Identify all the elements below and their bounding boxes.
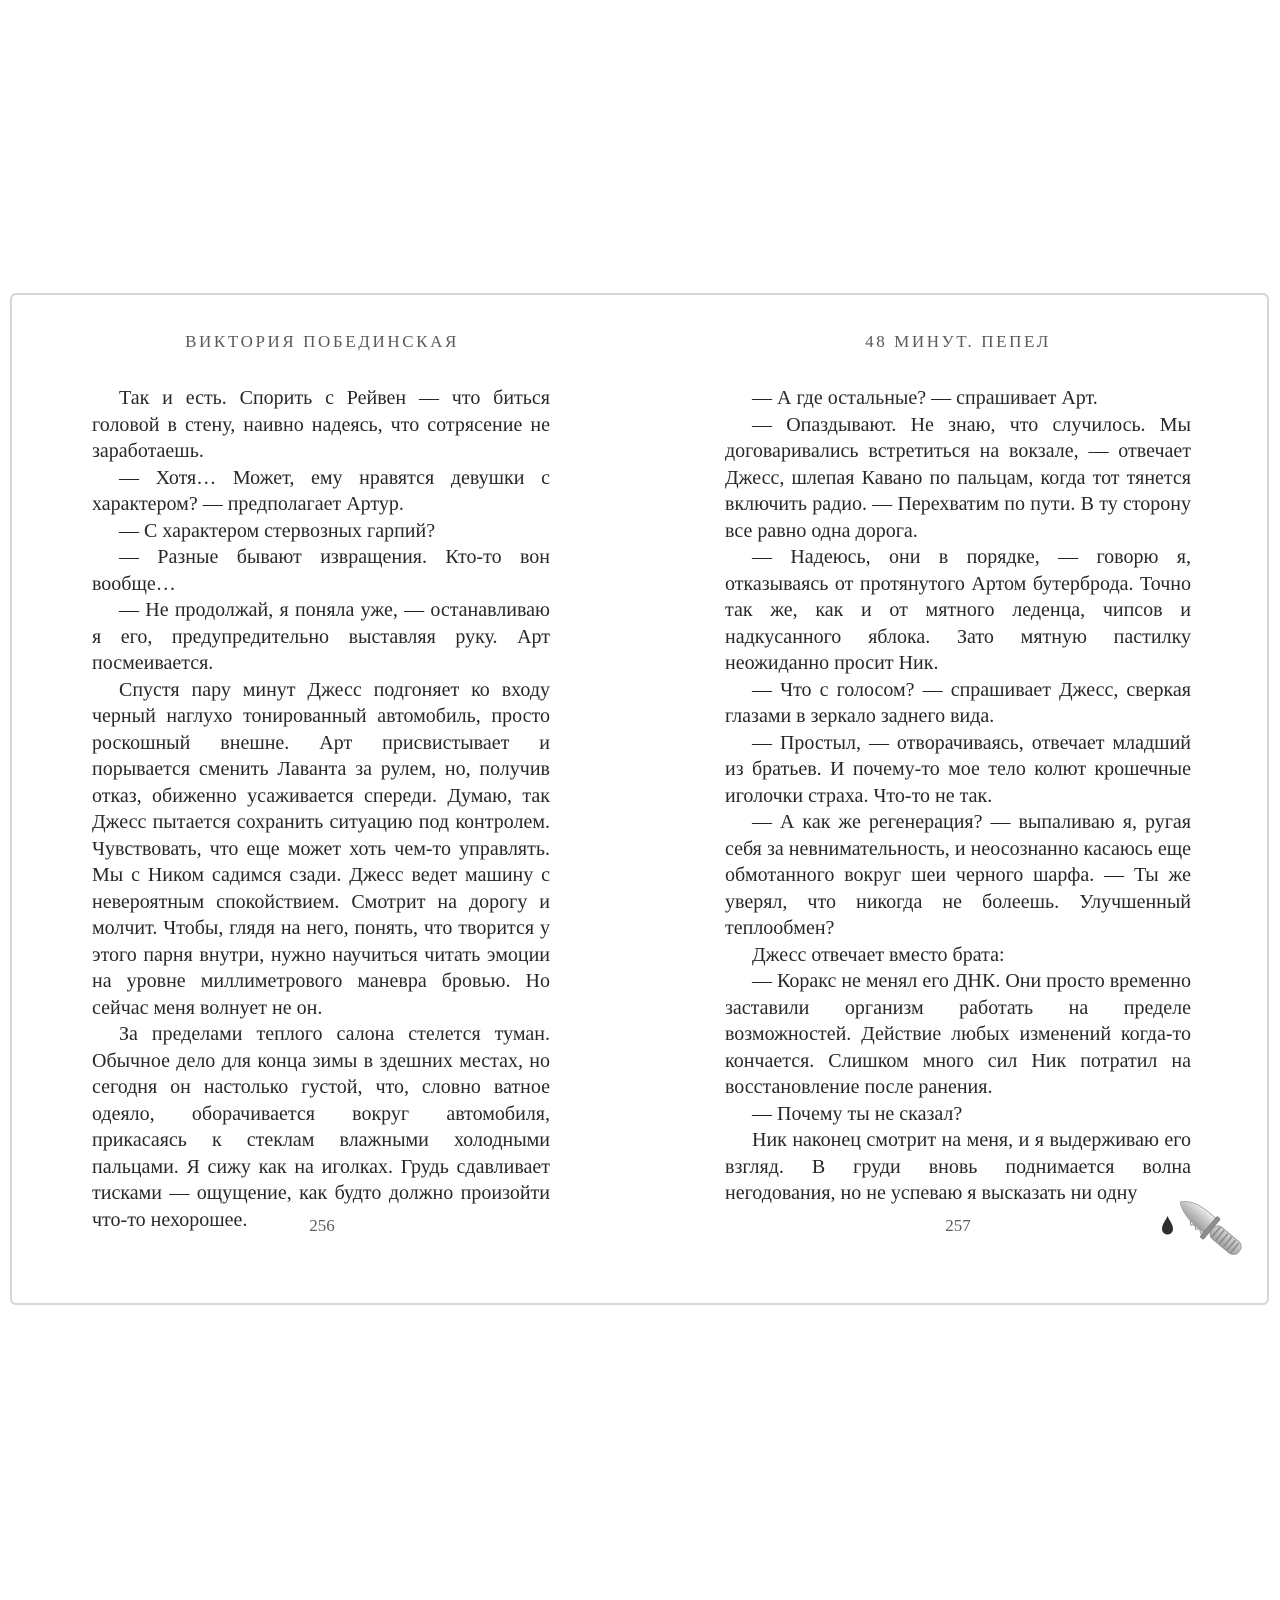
paragraph: — Коракс не менял его ДНК. Они просто временно заставили организм работать на пределе возможностей. Действие любых изменений когда-то кончается. Слишком много сил Ник потратил на восстановление после ранения. [725,970,1191,1098]
paragraph: — С характером стервозных гарпий? [119,519,436,542]
paragraph: — Разные бывают извращения. Кто-то вон вообще… [92,546,550,595]
paragraph: За пределами теплого салона стелется туман. Обычное дело для конца зимы в здешних местах, но сегодня он настолько густой, что, словно ватное одеяло, оборачивается вокруг автомобиля, прикасаясь к стеклам влажными холодными пальцами. Я сижу как на иголках. Грудь сдавливает тисками — ощущение, как будто должно произойти что-то нехорошее. [92,1023,550,1231]
paragraph: — Не продолжай, я поняла уже, — останавливаю я его, предупредительно выставляя руку. Арт посмеивается. [92,599,550,674]
paragraph: — Хотя… Может, ему нравятся девушки с характером? — предполагает Артур. [92,466,550,515]
paragraph: — Почему ты не сказал? [752,1102,963,1125]
paragraph: — Надеюсь, они в порядке, — говорю я, отказываясь от протянутого Артом бутерброда. Точно так же, как и от мятного леденца, чипсов и надкусанного яблока. Зато мятную пастилку неожиданно просит Ник. [725,546,1191,674]
page-number: 257 [945,1216,971,1235]
paragraph: — Опаздывают. Не знаю, что случилось. Мы договаривались встретиться на вокзале, — отвечает Джесс, шлепая Кавано по пальцам, когда тот тянется включить радио. — Перехватим по пути. В ту сторону все равно одна дорога. [725,413,1191,542]
page-number: 256 [309,1216,335,1235]
running-header-author: ВИКТОРИЯ ПОБЕДИНСКАЯ [185,332,459,351]
paragraph: Джесс отвечает вместо брата: [752,943,1005,966]
knife-icon [1150,1188,1262,1288]
paragraph: — Что с голосом? — спрашивает Джесс, сверкая глазами в зеркало заднего вида. [725,678,1191,727]
running-header-title: 48 МИНУТ. ПЕПЕЛ [865,332,1051,351]
left-page-text [92,385,550,1233]
paragraph: — А где остальные? — спрашивает Арт. [752,387,1098,409]
right-page-text [725,385,1191,1207]
paragraph: — Простыл, — отворачиваясь, отвечает младший из братьев. И почему-то мое тело колют крошечные иголочки страха. Что-то не так. [725,731,1191,807]
paragraph: Спустя пару минут Джесс подгоняет ко входу черный наглухо тонированный автомобиль, просто роскошный внешне. Арт присвистывает и порывается сменить Лаванта за рулем, но, получив отказ, обиженно усаживается спереди. Думаю, так Джесс пытается сохранить ситуацию под контролем. Чувствовать, что еще может хоть чем-то управлять. Мы с Ником садимся сзади. Джесс ведет машину с невероятным спокойствием. Смотрит на дорогу и молчит. Чтобы, глядя на него, понять, что творится у этого парня внутри, нужно научиться читать эмоции на уровне миллиметрового маневра бровью. Но сейчас меня волнует не он. [92,678,550,1019]
paragraph: — А как же регенерация? — выпаливаю я, ругая себя за невнимательность, и неосознанно касаюсь еще обмотанного вокруг шеи черного шарфа. — Ты же уверял, что никогда не болеешь. Улучшенный теплообмен? [725,811,1191,939]
book-spread-frame [10,293,1269,1305]
paragraph: Так и есть. Спорить с Рейвен — что биться головой в стену, наивно надеясь, что сотрясение не заработаешь. [92,387,550,462]
paragraph: Ник наконец смотрит на меня, и я выдерживаю его взгляд. В груди вновь поднимается волна негодования, но не успеваю я высказать ни одну [725,1129,1191,1204]
